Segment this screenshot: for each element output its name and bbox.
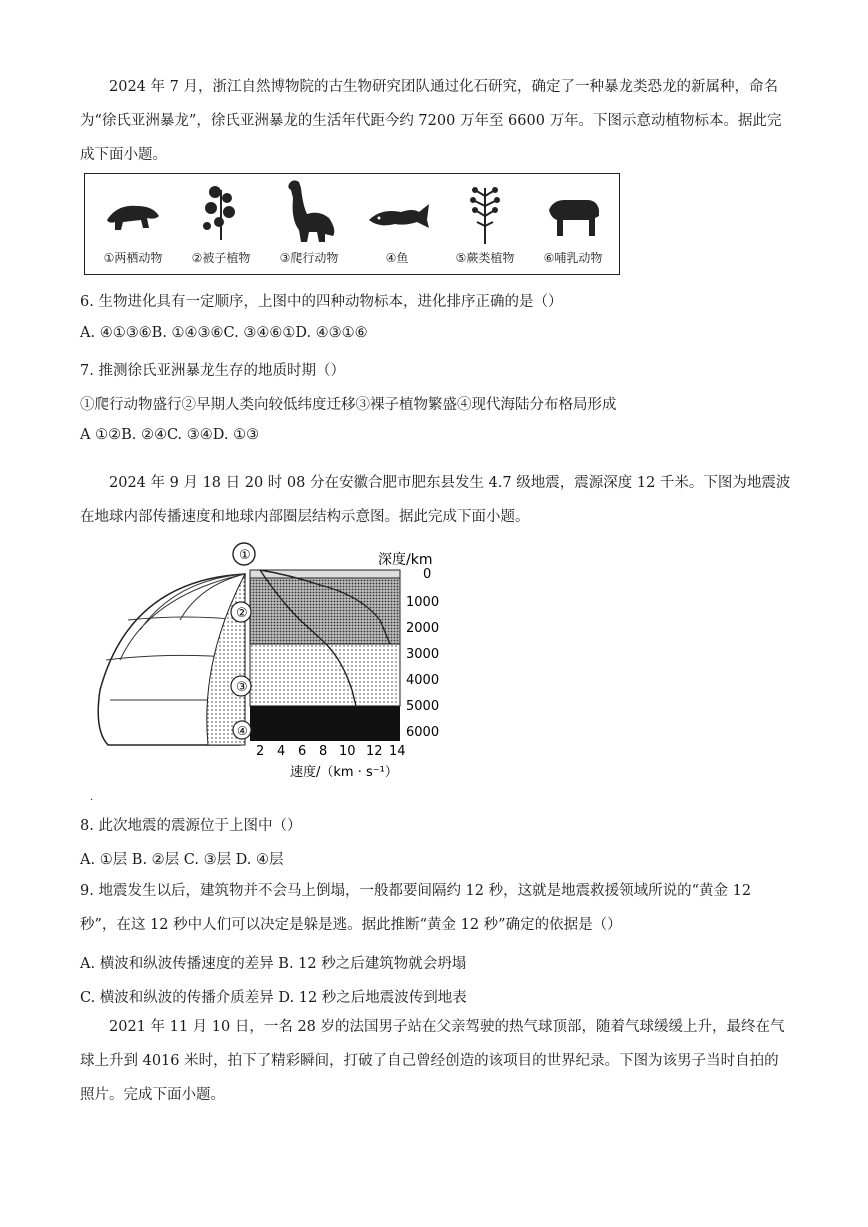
specimen-label: ⑥哺乳动物 <box>543 251 603 265</box>
question-9-stem: 9. 地震发生以后，建筑物并不会马上倒塌，一般都要间隔约 12 秒，这就是地震救援领域所说的“黄金 12 秒”，在这 12 秒中人们可以决定是躲是逃。据此推断“黄金 12 秒”确定的依据是（） <box>80 883 752 933</box>
specimen-angiosperm <box>177 174 265 274</box>
speed-tick: 4 <box>277 744 286 759</box>
speed-tick: 8 <box>319 744 328 759</box>
speed-axis-label: 速度/（km · s⁻¹） <box>290 765 398 780</box>
depth-axis-label: 深度/km <box>378 552 433 568</box>
layer-3-marker: ③ <box>236 680 248 695</box>
question-8-stem: 8. 此次地震的震源位于上图中（） <box>80 818 302 834</box>
specimen-fern <box>441 174 529 274</box>
earth-interior-figure <box>90 540 450 785</box>
speed-tick: 6 <box>298 744 307 759</box>
question-6-options[interactable]: A. ④①③⑥B. ①④③⑥C. ③④⑥①D. ④③①⑥ <box>80 325 368 341</box>
mammal-icon <box>543 182 603 242</box>
depth-tick: 3000 <box>406 647 440 662</box>
depth-tick: 4000 <box>406 673 440 688</box>
specimen-label: ①两栖动物 <box>103 251 163 265</box>
speed-tick: 2 <box>256 744 265 759</box>
question-7-options[interactable]: A ①②B. ②④C. ③④D. ①③ <box>80 427 260 443</box>
speed-tick: 12 <box>366 744 383 759</box>
question-9-options-cd[interactable]: C. 横波和纵波的传播介质差异 D. 12 秒之后地震波传到地表 <box>80 990 467 1006</box>
depth-tick: 0 <box>423 567 432 582</box>
dinosaur-icon <box>279 176 339 246</box>
specimen-label: ④鱼 <box>385 251 409 265</box>
specimen-reptile <box>265 174 353 274</box>
fish-icon <box>367 182 431 242</box>
stray-mark: · <box>90 795 94 806</box>
specimen-fish <box>353 174 441 274</box>
specimen-mammal <box>529 174 617 274</box>
depth-tick: 1000 <box>406 595 440 610</box>
specimen-label: ⑤蕨类植物 <box>455 251 515 265</box>
question-7-stem: 7. 推测徐氏亚洲暴龙生存的地质时期（） <box>80 363 345 379</box>
intro-paragraph-fossil: 2024 年 7 月，浙江自然博物院的古生物研究团队通过化石研究，确定了一种暴龙类恐龙的新属种，命名为“徐氏亚洲暴龙”，徐氏亚洲暴龙的生活年代距今约 7200 万年至 6600 万年。下图示意动植物标本。据此完成下面小题。 <box>80 79 782 163</box>
question-7-items: ①爬行动物盛行②早期人类向较低纬度迁移③裸子植物繁盛④现代海陆分布格局形成 <box>80 397 617 413</box>
layer-4-marker: ④ <box>237 724 248 738</box>
speed-tick: 14 <box>389 744 406 759</box>
specimen-amphibian <box>89 174 177 274</box>
layer-2-marker: ② <box>236 606 248 621</box>
intro-paragraph-balloon: 2021 年 11 月 10 日，一名 28 岁的法国男子站在父亲驾驶的热气球顶部，随着气球缓缓上升，最终在气球上升到 4016 米时，拍下了精彩瞬间，打破了自己曾经创造的该项目的世界纪录。下图为该男子当时自拍的照片。完成下面小题。 <box>80 1019 785 1103</box>
layer-1-marker: ① <box>239 548 251 563</box>
fern-icon <box>455 182 515 246</box>
specimen-figure <box>84 173 620 275</box>
depth-tick: 2000 <box>406 621 440 636</box>
amphibian-icon <box>103 182 163 242</box>
intro-paragraph-earthquake: 2024 年 9 月 18 日 20 时 08 分在安徽合肥市肥东县发生 4.7 级地震，震源深度 12 千米。下图为地震波在地球内部传播速度和地球内部圈层结构示意图。据此完成下面小题。 <box>80 475 791 525</box>
specimen-label: ②被子植物 <box>191 251 251 265</box>
question-6-stem: 6. 生物进化具有一定顺序，上图中的四种动物标本，进化排序正确的是（） <box>80 294 563 310</box>
depth-tick: 6000 <box>406 725 440 740</box>
question-8-options[interactable]: A. ①层 B. ②层 C. ③层 D. ④层 <box>80 852 284 868</box>
speed-tick: 10 <box>339 744 356 759</box>
question-9-options-ab[interactable]: A. 横波和纵波传播速度的差异 B. 12 秒之后建筑物就会坍塌 <box>80 956 467 972</box>
depth-tick: 5000 <box>406 699 440 714</box>
specimen-label: ③爬行动物 <box>279 251 339 265</box>
angiosperm-icon <box>191 182 251 242</box>
